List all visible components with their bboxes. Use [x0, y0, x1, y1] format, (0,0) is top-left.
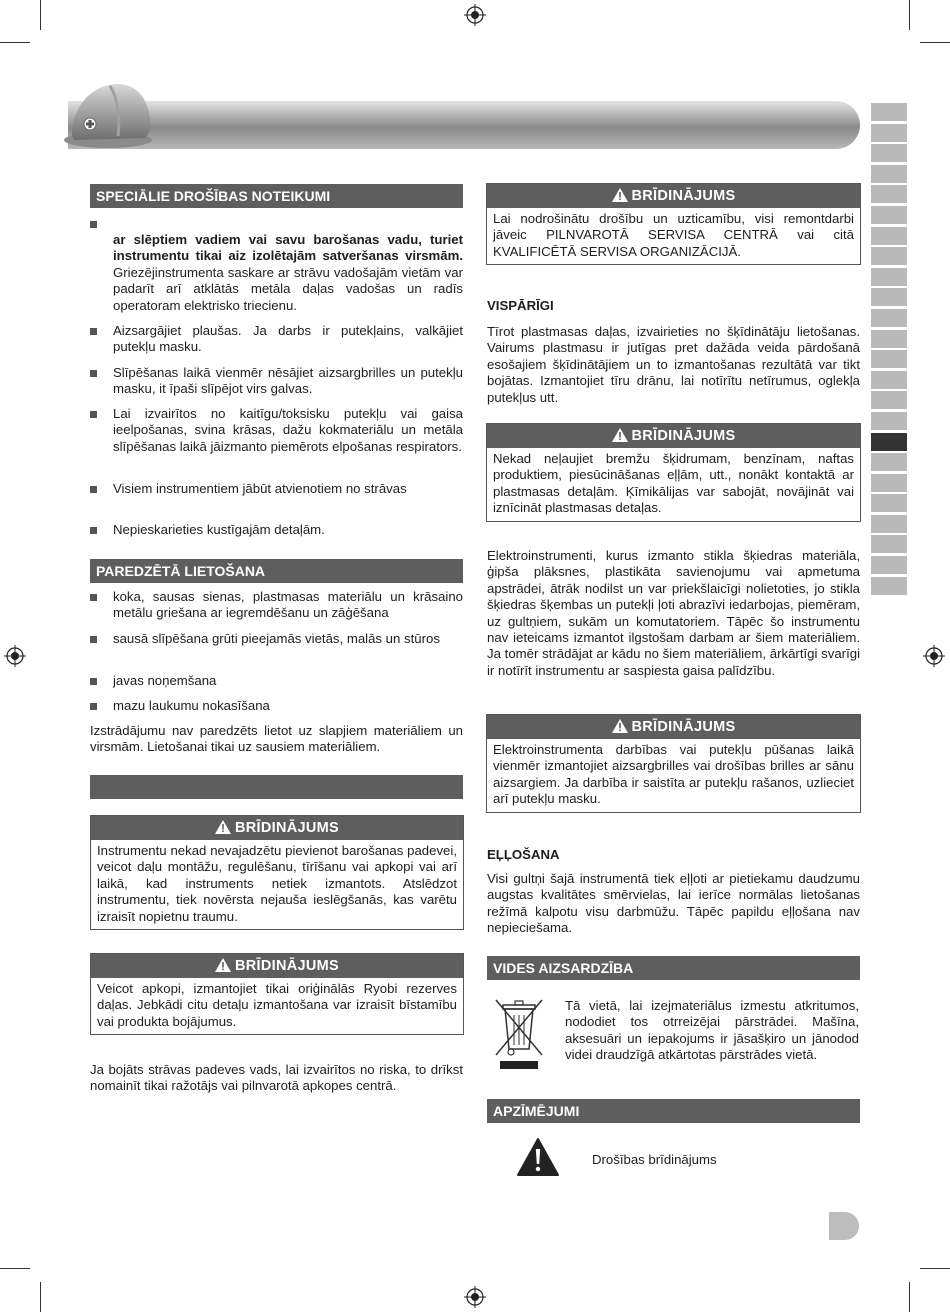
bullet-text: Visiem instrumentiem jābūt atvienotiem no strāvas [113, 481, 407, 496]
use-bullet [90, 673, 463, 689]
safety-bullet-text [113, 232, 463, 314]
chapter-tab [871, 165, 907, 183]
chapter-tab [871, 206, 907, 224]
warning-box [486, 714, 861, 813]
warning-triangle-icon [612, 719, 628, 733]
page-number-tab [829, 1212, 859, 1240]
crop-mark [0, 42, 30, 43]
crop-mark [40, 0, 41, 30]
section-heading-symbols: APZĪMĒJUMI [487, 1099, 860, 1123]
section-heading-special-safety: SPECIĀLIE DROŠĪBAS NOTEIKUMI [90, 184, 463, 208]
safety-bullet [90, 406, 463, 455]
chapter-tab [871, 309, 907, 327]
chapter-tab [871, 556, 907, 574]
section-heading-intended-use: PAREDZĒTĀ LIETOŠANA [90, 559, 463, 583]
warning-body: Veicot apkopi, izmantojiet tikai oriģinālās Ryobi rezerves daļas. Jebkādi citu detaļu izmantošana var izraisīt bīstamību vai produkta bojājumus. [97, 981, 457, 1029]
use-bullet [90, 631, 463, 647]
crossed-bin-icon [493, 997, 545, 1071]
bullet-text: Nepieskarieties kustīgajām detaļām. [113, 522, 325, 537]
bullet-text: mazu laukumu nokasīšana [113, 698, 270, 713]
warning-header [487, 715, 860, 739]
chapter-tab [871, 535, 907, 553]
bullet-square [90, 221, 97, 228]
bullet-text: Griezējinstrumenta saskare ar strāvu vadošajām vietām var padarīt arī atklātās metāla daļas vadošas un radīs operatoram elektrisko triecienu. [113, 264, 463, 313]
chapter-tab [871, 288, 907, 306]
warning-body: Lai nodrošinātu drošību un uzticamību, visi remontdarbi jāveic PILNVAROTĀ SERVISA CENTRĀ vai citā KVALIFICĒTĀ SERVISA ORGANIZĀCIJĀ. [493, 211, 854, 259]
bullet-square [90, 678, 97, 685]
warning-title: BRĪDINĀJUMS [235, 958, 339, 974]
bullet-bold-text: ar slēptiem vadiem vai savu barošanas vadu, turiet instrumentu tikai aiz izolētajām satveršanas virsmām. [113, 232, 463, 264]
warning-body: Elektroinstrumenta darbības vai putekļu pūšanas laikā vienmēr izmantojiet aizsargbrilles vai drošības brilles ar sānu aizsargiem. Ja darbība ir saistīta ar putekļu rašanos, uzlieciet arī putekļu masku. [493, 742, 854, 807]
warning-header [487, 424, 860, 448]
chapter-tab [871, 268, 907, 286]
warning-box [486, 183, 861, 265]
warning-body: Nekad neļaujiet bremžu šķidrumam, benzīnam, naftas produktiem, piesūcināšanas eļļām, utt., nonākt kontaktā ar plastmasas detaļām. Ķīmikālijas var sabojāt, novājināt vai iznīcināt plastmasas detaļas. [493, 451, 854, 516]
symbol-label: Drošības brīdinājums [592, 1152, 717, 1167]
chapter-tab [871, 577, 907, 595]
bullet-square [90, 486, 97, 493]
chapter-tab [871, 227, 907, 245]
section-heading-empty [90, 775, 463, 799]
warning-body: Instrumentu nekad nevajadzētu pievienot barošanas padevei, veicot daļu montāžu, regulēšanu, tīrīšanu vai apkopi vai arī laikā, kad instruments netiek izmantots. Atslēdzot instrumentu, tiek novērsta nejauša ieslēgšanās, kas varētu izraisīt nopietnu traumu. [97, 843, 457, 924]
chapter-tab [871, 124, 907, 142]
warning-triangle-icon [612, 188, 628, 202]
registration-mark-icon [464, 1286, 486, 1308]
registration-mark-icon [4, 645, 26, 667]
crop-mark [0, 1268, 30, 1269]
not-intended-paragraph: Izstrādājumu nav paredzēts lietot uz slapjiem materiāliem un virsmām. Lietošanai tikai uz sausiem materiāliem. [90, 723, 463, 755]
bullet-square [90, 527, 97, 534]
chapter-tab [871, 103, 907, 121]
warning-box [90, 953, 464, 1035]
general-paragraph: Tīrot plastmasas daļas, izvairieties no šķīdinātāju lietošanas. Vairums plastmasu ir jutīgas pret dažāda veida pārdošanā esošajiem šķīdinātājiem un to izmantošanas rezultātā var tikt bojātas. Izmantojiet tīru drānu, lai notīrītu netīrumus, oglekļa putekļus utt. [487, 324, 860, 405]
safety-bullet [90, 365, 463, 398]
bullet-text: Aizsargājiet plaušas. Ja darbs ir putekļains, valkājiet putekļu masku. [113, 323, 463, 355]
use-bullet [90, 589, 463, 622]
chapter-tab [871, 412, 907, 430]
warning-box [486, 423, 861, 522]
crop-mark [909, 0, 910, 30]
chapter-tab [871, 330, 907, 348]
chapter-tab [871, 453, 907, 471]
bullet-text: Slīpēšanas laikā vienmēr nēsājiet aizsargbrilles un putekļu masku, it īpaši slīpējot virs galvas. [113, 365, 463, 397]
crop-mark [909, 1282, 910, 1312]
cord-paragraph: Ja bojāts strāvas padeves vads, lai izvairītos no riska, to drīkst nomainīt tikai ražotājs vai pilnvarotā apkopes centrā. [90, 1062, 463, 1094]
bullet-square [90, 328, 97, 335]
chapter-tab [871, 371, 907, 389]
warning-header [91, 954, 463, 978]
bullet-text: koka, sausas sienas, plastmasas materiālu un krāsaino metālu griešana ar iegremdēšanu un zāģēšana [113, 589, 463, 621]
bullet-text: sausā slīpēšana grūti pieejamās vietās, malās un stūros [113, 631, 440, 646]
bullet-square [90, 411, 97, 418]
bullet-text: javas noņemšana [113, 673, 217, 688]
use-bullet [90, 698, 463, 714]
crop-mark [40, 1282, 41, 1312]
chapter-tabs [871, 103, 907, 597]
chapter-tab [871, 494, 907, 512]
warning-title: BRĪDINĀJUMS [631, 188, 736, 204]
warning-triangle-icon [215, 958, 231, 972]
warning-triangle-icon [215, 820, 231, 834]
subheading-general: VISPĀRĪGI [487, 298, 554, 313]
safety-bullet [90, 323, 463, 356]
warning-header [91, 816, 463, 840]
warning-title: BRĪDINĀJUMS [631, 428, 736, 444]
chapter-tab [871, 185, 907, 203]
warning-triangle-icon [612, 428, 628, 442]
chapter-tab [871, 515, 907, 533]
crop-mark [920, 1268, 950, 1269]
chapter-tab-active [871, 433, 907, 451]
chapter-tab [871, 474, 907, 492]
warning-title: BRĪDINĀJUMS [235, 820, 339, 836]
section-heading-environment: VIDES AIZSARDZĪBA [487, 956, 860, 980]
safety-alert-icon [517, 1138, 559, 1176]
warning-title: BRĪDINĀJUMS [631, 719, 736, 735]
bullet-square [90, 594, 97, 601]
bullet-text: Lai izvairītos no kaitīgu/toksisku putekļu vai gaisa ieelpošanas, svina krāsas, dažu kokmateriālu un metāla slīpēšanas laikā jāizmanto piemērots elpošanas respirators. [113, 406, 463, 454]
hard-hat-icon [60, 74, 160, 154]
chapter-tab [871, 144, 907, 162]
warning-header [487, 184, 860, 208]
environment-paragraph: Tā vietā, lai izejmateriālus izmestu atkritumos, nododiet tos otrreizējai pārstrādei. Mašīna, aksesuāri un iepakojums ir jāsašķiro un jānodod videi draudzīgā atkārtotas pārstrādes vietā. [565, 998, 859, 1063]
chapter-tab [871, 391, 907, 409]
header-bar [68, 101, 860, 149]
bullet-square [90, 636, 97, 643]
safety-bullet [90, 481, 463, 497]
fiberglass-paragraph: Elektroinstrumenti, kurus izmanto stikla šķiedras materiāla, ģipša plāksnes, plastikāta savienojumu vai apmetuma apstrādei, ātrāk nodilst un var priekšlaicīgi nolietoties, jo stikla šķiedras šķembas un putekļi ļoti abrazīvi iedarbojas, piemēram, uz gultņiem, sukām un komutatoriem. Tāpēc šo instrumentu nav ieteicams izmantot ilgstošam darbam ar šiem materiāliem. Ja tomēr strādājat ar kādu no šiem materiāliem, ārkārtīgi svarīgi ir notīrīt instrumentu ar saspiesta gaisa palīdzību. [487, 548, 860, 678]
registration-mark-icon [923, 645, 945, 667]
lubrication-paragraph: Visi gultņi šajā instrumentā tiek eļļoti ar pietiekamu daudzumu augstas kvalitātes smērvielas, lai ierīce normālas lietošanas režīmā kalpotu visu darbmūžu. Tāpēc papildu eļļošana nav nepieciešama. [487, 871, 860, 936]
registration-mark-icon [464, 4, 486, 26]
safety-bullet [90, 522, 463, 538]
bullet-square [90, 370, 97, 377]
crop-mark [920, 42, 950, 43]
chapter-tab [871, 247, 907, 265]
safety-bullet [90, 216, 463, 228]
bullet-square [90, 703, 97, 710]
subheading-lubrication: EĻĻOŠANA [487, 847, 560, 862]
chapter-tab [871, 350, 907, 368]
warning-box [90, 815, 464, 930]
